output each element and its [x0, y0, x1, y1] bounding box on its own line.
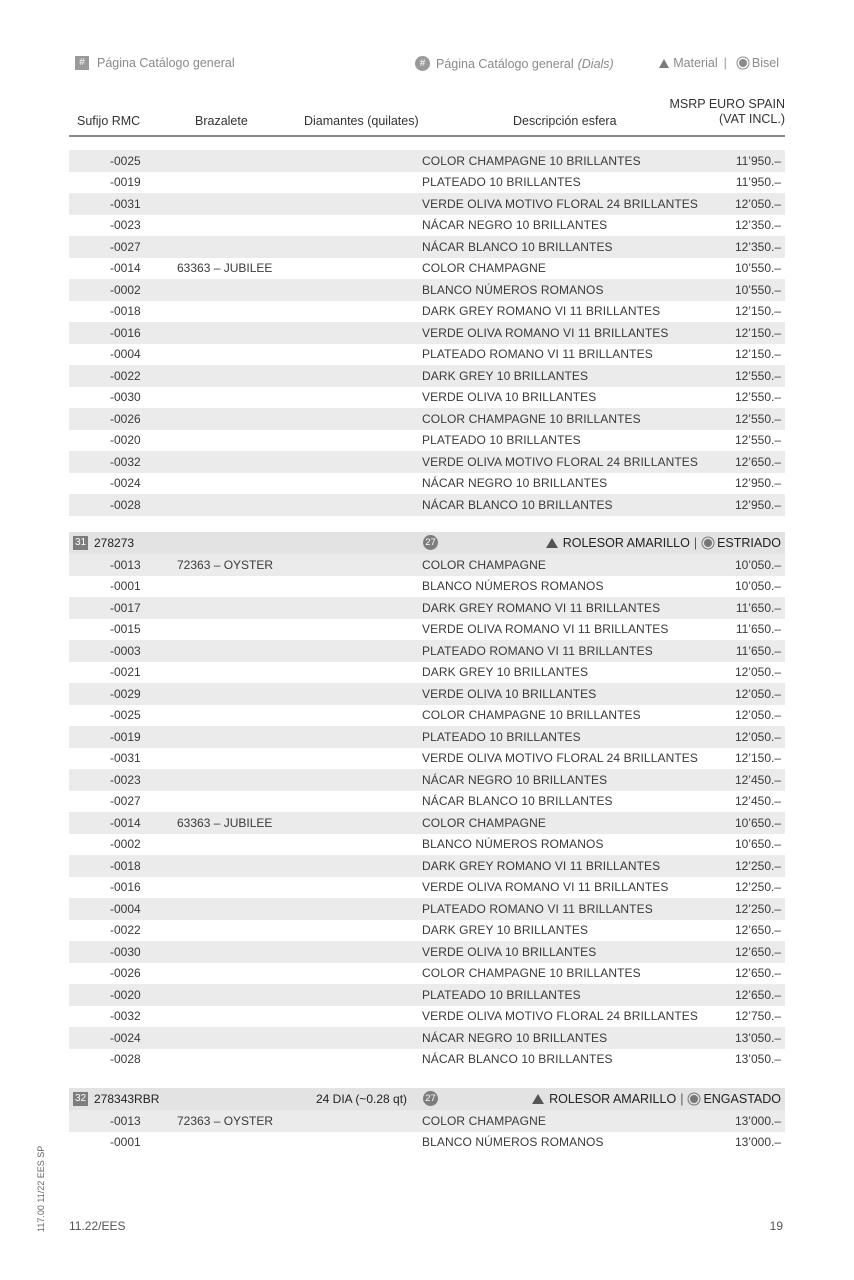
- dials-page-icon: #: [415, 56, 430, 71]
- price: 13’000.–: [734, 1135, 781, 1150]
- price: 12’450.–: [734, 772, 781, 787]
- col-price: [669, 97, 785, 127]
- table-column-header: [69, 90, 785, 137]
- rmc-suffix: -0004: [110, 901, 141, 916]
- dial-description: COLOR CHAMPAGNE: [422, 557, 546, 572]
- price: 12’450.–: [734, 794, 781, 809]
- bezel-value: ENGASTADO: [703, 1092, 781, 1106]
- price: 12’650.–: [734, 987, 781, 1002]
- price: 11’950.–: [735, 175, 781, 190]
- dials-page-badge: 27: [423, 1091, 438, 1106]
- rmc-suffix: -0027: [110, 794, 141, 809]
- material-bezel: [546, 536, 781, 550]
- legend-catalog: [75, 56, 235, 70]
- dial-description: NÁCAR BLANCO 10 BRILLANTES: [422, 239, 613, 254]
- rmc-suffix: -0024: [110, 476, 141, 491]
- dial-description: VERDE OLIVA MOTIVO FLORAL 24 BRILLANTES: [422, 751, 698, 766]
- table-row: [69, 408, 785, 430]
- rmc-suffix: -0013: [110, 1113, 141, 1128]
- rmc-suffix: -0030: [110, 944, 141, 959]
- dial-description: BLANCO NÚMEROS ROMANOS: [422, 579, 604, 594]
- table-row: [69, 640, 785, 662]
- price: 12’650.–: [734, 923, 781, 938]
- dial-description: VERDE OLIVA 10 BRILLANTES: [422, 686, 597, 701]
- rmc-suffix: -0032: [110, 1009, 141, 1024]
- reference-header: [69, 532, 785, 554]
- price: 10’650.–: [734, 837, 781, 852]
- col-price-line1: MSRP EURO SPAIN: [669, 97, 785, 111]
- table-row: [69, 365, 785, 387]
- price: 12’050.–: [734, 729, 781, 744]
- table-row: [69, 494, 785, 516]
- table-row: [69, 215, 785, 237]
- dial-description: BLANCO NÚMEROS ROMANOS: [422, 282, 604, 297]
- legend-material-label: Material: [673, 56, 718, 70]
- rmc-suffix: -0017: [110, 600, 141, 615]
- reference-diamonds: 24 DIA (~0.28 qt): [316, 1092, 408, 1106]
- rmc-suffix: -0019: [110, 729, 141, 744]
- rmc-suffix: -0023: [110, 218, 141, 233]
- rmc-suffix: -0018: [110, 858, 141, 873]
- rmc-suffix: -0032: [110, 454, 141, 469]
- material-separator: |: [680, 1092, 684, 1106]
- table-row: [69, 150, 785, 172]
- rmc-suffix: -0001: [110, 579, 141, 594]
- table-row: [69, 941, 785, 963]
- rmc-suffix: -0013: [110, 557, 141, 572]
- table-row: [69, 920, 785, 942]
- table-row: [69, 662, 785, 684]
- price: 11’650.–: [735, 643, 781, 658]
- bezel-icon: [739, 59, 747, 67]
- rmc-suffix: -0003: [110, 643, 141, 658]
- bracelet: 72363 – OYSTER: [177, 1113, 274, 1128]
- table-row: [69, 430, 785, 452]
- legend-bezel-label: Bisel: [751, 56, 779, 70]
- rmc-suffix: -0016: [110, 880, 141, 895]
- col-bracelet: Brazalete: [195, 114, 248, 128]
- price: 12’650.–: [734, 966, 781, 981]
- reference-number: 278343RBR: [94, 1092, 160, 1106]
- rmc-suffix: -0029: [110, 686, 141, 701]
- table-row: [69, 1049, 785, 1071]
- price: 12’350.–: [734, 239, 781, 254]
- dial-description: VERDE OLIVA ROMANO VI 11 BRILLANTES: [422, 622, 669, 637]
- rmc-suffix: -0027: [110, 239, 141, 254]
- price: 12’950.–: [734, 476, 781, 491]
- dial-description: VERDE OLIVA MOTIVO FLORAL 24 BRILLANTES: [422, 454, 698, 469]
- rmc-suffix: -0028: [110, 497, 141, 512]
- dial-description: COLOR CHAMPAGNE 10 BRILLANTES: [422, 966, 641, 981]
- table-row: [69, 726, 785, 748]
- rmc-suffix: -0023: [110, 772, 141, 787]
- table-row: [69, 1027, 785, 1049]
- rmc-suffix: -0002: [110, 282, 141, 297]
- rmc-suffix: -0028: [110, 1052, 141, 1067]
- dial-description: VERDE OLIVA MOTIVO FLORAL 24 BRILLANTES: [422, 196, 698, 211]
- dial-description: DARK GREY 10 BRILLANTES: [422, 923, 589, 938]
- table-row: [69, 748, 785, 770]
- table-row: [69, 769, 785, 791]
- catalog-page-icon: #: [75, 56, 89, 70]
- rmc-suffix: -0004: [110, 347, 141, 362]
- table-row: [69, 791, 785, 813]
- section-278273: [69, 532, 785, 1070]
- table-row: [69, 834, 785, 856]
- rmc-suffix: -0019: [110, 175, 141, 190]
- rmc-suffix: -0020: [110, 433, 141, 448]
- price: 12’650.–: [734, 944, 781, 959]
- dial-description: COLOR CHAMPAGNE: [422, 261, 546, 276]
- table-row: [69, 236, 785, 258]
- dial-description: VERDE OLIVA ROMANO VI 11 BRILLANTES: [422, 325, 669, 340]
- dial-description: COLOR CHAMPAGNE: [422, 815, 546, 830]
- price: 10’550.–: [734, 261, 781, 276]
- price: 12’150.–: [734, 304, 781, 319]
- price: 12’250.–: [734, 858, 781, 873]
- table-row: [69, 258, 785, 280]
- table-row: [69, 812, 785, 834]
- dial-description: COLOR CHAMPAGNE 10 BRILLANTES: [422, 153, 641, 168]
- dial-description: COLOR CHAMPAGNE 10 BRILLANTES: [422, 708, 641, 723]
- rmc-suffix: -0024: [110, 1030, 141, 1045]
- rmc-suffix: -0020: [110, 987, 141, 1002]
- table-row: [69, 855, 785, 877]
- dial-description: NÁCAR NEGRO 10 BRILLANTES: [422, 772, 608, 787]
- price: 12’550.–: [734, 368, 781, 383]
- dial-description: DARK GREY ROMANO VI 11 BRILLANTES: [422, 600, 661, 615]
- col-dial: Descripción esfera: [513, 114, 617, 128]
- table-row: [69, 619, 785, 641]
- legend-material-bezel: [659, 56, 779, 70]
- bezel-icon: [690, 1095, 698, 1103]
- table-row: [69, 387, 785, 409]
- dial-description: DARK GREY 10 BRILLANTES: [422, 665, 589, 680]
- table-row: [69, 172, 785, 194]
- dial-description: VERDE OLIVA ROMANO VI 11 BRILLANTES: [422, 880, 669, 895]
- legend-dials-label: Página Catálogo general: [436, 56, 574, 71]
- price: 11’650.–: [735, 622, 781, 637]
- price: 12’250.–: [734, 901, 781, 916]
- bezel-value: ESTRIADO: [717, 536, 781, 550]
- dial-description: DARK GREY ROMANO VI 11 BRILLANTES: [422, 304, 661, 319]
- price: 12’050.–: [734, 665, 781, 680]
- price: 13’050.–: [734, 1030, 781, 1045]
- reference-number: 278273: [94, 536, 135, 550]
- price: 12’050.–: [734, 196, 781, 211]
- table-row: [69, 322, 785, 344]
- table-row: [69, 963, 785, 985]
- dial-description: NÁCAR BLANCO 10 BRILLANTES: [422, 794, 613, 809]
- price: 10’050.–: [734, 579, 781, 594]
- price: 12’650.–: [734, 454, 781, 469]
- dial-description: DARK GREY ROMANO VI 11 BRILLANTES: [422, 858, 661, 873]
- table-row: [69, 1132, 785, 1154]
- rmc-suffix: -0025: [110, 708, 141, 723]
- table-row: [69, 554, 785, 576]
- material-value: ROLESOR AMARILLO: [562, 536, 690, 550]
- dial-description: NÁCAR NEGRO 10 BRILLANTES: [422, 476, 608, 491]
- dial-description: NÁCAR NEGRO 10 BRILLANTES: [422, 218, 608, 233]
- price: 12’150.–: [734, 347, 781, 362]
- table-row: [69, 597, 785, 619]
- rmc-suffix: -0016: [110, 325, 141, 340]
- dial-description: PLATEADO ROMANO VI 11 BRILLANTES: [422, 643, 653, 658]
- rmc-suffix: -0031: [110, 751, 141, 766]
- table-row: [69, 193, 785, 215]
- table-row: [69, 576, 785, 598]
- dial-description: COLOR CHAMPAGNE 10 BRILLANTES: [422, 411, 641, 426]
- rmc-suffix: -0018: [110, 304, 141, 319]
- section-278343RBR: [69, 1088, 785, 1153]
- page-number: 19: [769, 1219, 783, 1233]
- material-icon: [532, 1094, 544, 1104]
- dial-description: BLANCO NÚMEROS ROMANOS: [422, 837, 604, 852]
- table-row: [69, 344, 785, 366]
- table-row: [69, 898, 785, 920]
- price: 12’550.–: [734, 433, 781, 448]
- price: 11’950.–: [735, 153, 781, 168]
- dial-description: PLATEADO 10 BRILLANTES: [422, 175, 581, 190]
- table-row: [69, 683, 785, 705]
- rmc-suffix: -0025: [110, 153, 141, 168]
- dial-description: PLATEADO ROMANO VI 11 BRILLANTES: [422, 347, 653, 362]
- rmc-suffix: -0021: [110, 665, 141, 680]
- price: 12’550.–: [734, 411, 781, 426]
- dial-description: DARK GREY 10 BRILLANTES: [422, 368, 589, 383]
- col-diamonds: Diamantes (quilates): [304, 114, 419, 128]
- rmc-suffix: -0002: [110, 837, 141, 852]
- table-row: [69, 1006, 785, 1028]
- catalog-page-badge: 31: [74, 537, 87, 548]
- section-continued: [69, 150, 785, 516]
- price: 13’050.–: [734, 1052, 781, 1067]
- dial-description: BLANCO NÚMEROS ROMANOS: [422, 1135, 604, 1150]
- dial-description: NÁCAR NEGRO 10 BRILLANTES: [422, 1030, 608, 1045]
- dial-description: VERDE OLIVA 10 BRILLANTES: [422, 390, 597, 405]
- material-value: ROLESOR AMARILLO: [549, 1092, 677, 1106]
- rmc-suffix: -0022: [110, 923, 141, 938]
- dial-description: VERDE OLIVA 10 BRILLANTES: [422, 944, 597, 959]
- rmc-suffix: -0014: [110, 261, 141, 276]
- table-row: [69, 705, 785, 727]
- material-separator: |: [693, 536, 698, 550]
- price: 10’050.–: [734, 557, 781, 572]
- price: 12’750.–: [734, 1009, 781, 1024]
- dial-description: COLOR CHAMPAGNE: [422, 1113, 546, 1128]
- rmc-suffix: -0030: [110, 390, 141, 405]
- footer-edition: 11.22/EES: [69, 1219, 126, 1233]
- dials-page-badge: 27: [423, 535, 438, 550]
- price: 12’050.–: [734, 686, 781, 701]
- price: 10’550.–: [734, 282, 781, 297]
- price: 12’250.–: [734, 880, 781, 895]
- price: 10’650.–: [734, 815, 781, 830]
- rmc-suffix: -0026: [110, 411, 141, 426]
- material-icon: [659, 59, 669, 68]
- rmc-suffix: -0015: [110, 622, 141, 637]
- rmc-suffix: -0026: [110, 966, 141, 981]
- material-icon: [546, 538, 558, 548]
- table-row: [69, 301, 785, 323]
- legend-dials-suffix: (Dials): [577, 56, 614, 71]
- price: 12’050.–: [734, 708, 781, 723]
- bezel-icon: [704, 539, 712, 547]
- price: 12’350.–: [734, 218, 781, 233]
- material-bezel: [532, 1092, 781, 1106]
- dial-description: PLATEADO 10 BRILLANTES: [422, 987, 581, 1002]
- price: 12’150.–: [734, 325, 781, 340]
- price: 13’000.–: [734, 1113, 781, 1128]
- side-code: 117.00 11/22 EES SP: [36, 1145, 46, 1232]
- table-row: [69, 279, 785, 301]
- bracelet: 72363 – OYSTER: [177, 557, 274, 572]
- legend-catalog-label: Página Catálogo general: [97, 56, 235, 70]
- legend-separator: |: [723, 56, 727, 70]
- page-legend: [0, 54, 854, 74]
- price: 12’950.–: [734, 497, 781, 512]
- table-row: [69, 473, 785, 495]
- dial-description: PLATEADO 10 BRILLANTES: [422, 433, 581, 448]
- dial-description: NÁCAR BLANCO 10 BRILLANTES: [422, 1052, 613, 1067]
- table-row: [69, 451, 785, 473]
- price: 11’650.–: [735, 600, 781, 615]
- legend-dials: [415, 56, 614, 71]
- price: 12’550.–: [734, 390, 781, 405]
- rmc-suffix: -0001: [110, 1135, 141, 1150]
- rmc-suffix: -0022: [110, 368, 141, 383]
- reference-header: [69, 1088, 785, 1110]
- table-row: [69, 877, 785, 899]
- bracelet: 63363 – JUBILEE: [177, 815, 273, 830]
- table-row: [69, 1110, 785, 1132]
- dial-description: PLATEADO 10 BRILLANTES: [422, 729, 581, 744]
- rmc-suffix: -0031: [110, 196, 141, 211]
- col-suffix: Sufijo RMC: [77, 114, 141, 128]
- price: 12’150.–: [734, 751, 781, 766]
- dial-description: NÁCAR BLANCO 10 BRILLANTES: [422, 497, 613, 512]
- bracelet: 63363 – JUBILEE: [177, 261, 273, 276]
- catalog-page-badge: 32: [74, 1093, 87, 1104]
- table-row: [69, 984, 785, 1006]
- col-price-line2: (VAT INCL.): [719, 112, 785, 126]
- dial-description: PLATEADO ROMANO VI 11 BRILLANTES: [422, 901, 653, 916]
- dial-description: VERDE OLIVA MOTIVO FLORAL 24 BRILLANTES: [422, 1009, 698, 1024]
- rmc-suffix: -0014: [110, 815, 141, 830]
